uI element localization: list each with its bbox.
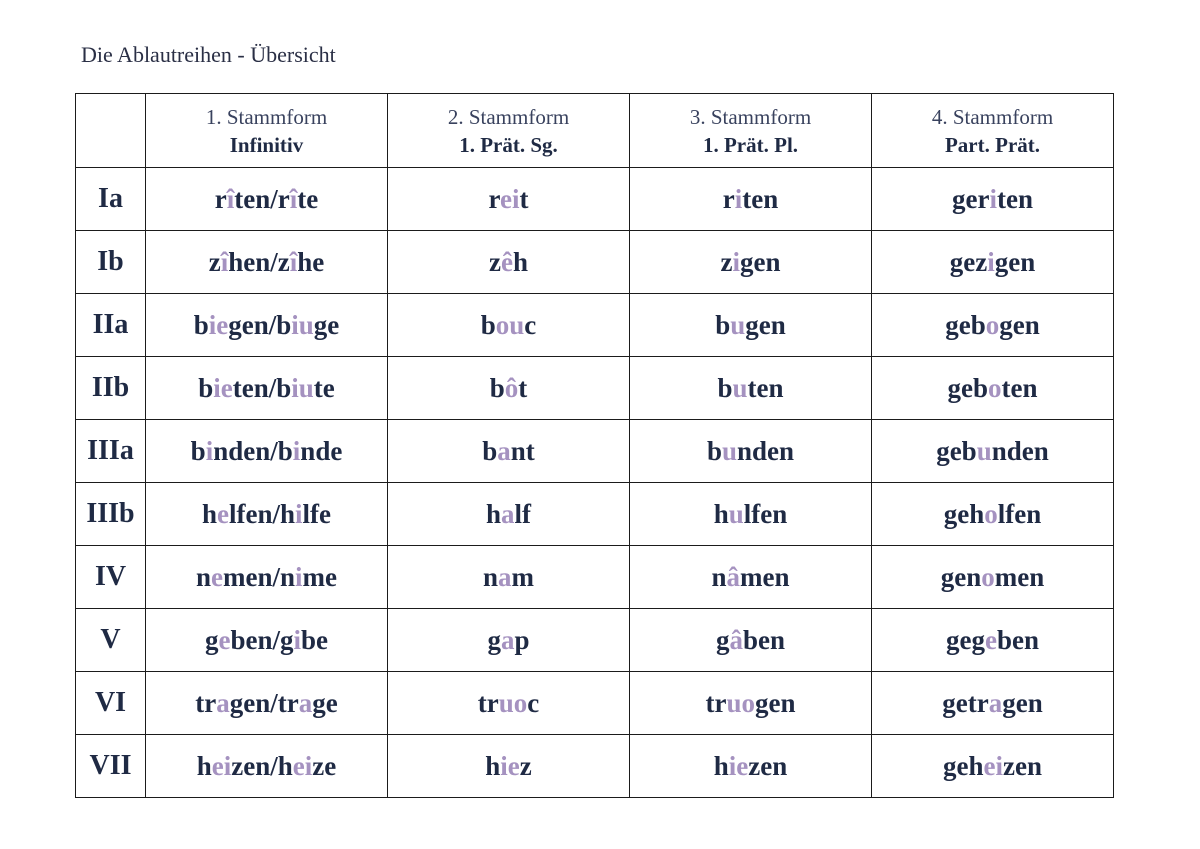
ablaut-vowel: o — [985, 309, 1000, 340]
verb-form — [714, 751, 788, 781]
form-segment: geh — [943, 498, 985, 529]
form-segment: ben/g — [230, 624, 294, 655]
form-segment: zen/h — [231, 750, 293, 781]
ablaut-vowel: a — [497, 435, 511, 466]
form-cell — [388, 420, 630, 483]
table-row — [76, 672, 1114, 735]
form-cell — [146, 294, 388, 357]
form-segment: ger — [952, 183, 990, 214]
form-segment: lfe — [302, 498, 332, 529]
series-label-cell — [76, 735, 146, 798]
table-row — [76, 735, 1114, 798]
verb-form — [196, 562, 337, 592]
form-cell — [388, 609, 630, 672]
verb-form — [946, 625, 1039, 655]
form-cell — [630, 357, 872, 420]
form-segment: lf — [514, 498, 532, 529]
ablaut-vowel: i — [989, 183, 997, 214]
form-segment: tr — [705, 687, 727, 718]
ablaut-vowel: a — [216, 687, 230, 718]
verb-form — [707, 436, 794, 466]
form-segment: be — [301, 624, 329, 655]
verb-form — [705, 688, 795, 718]
series-label: VI — [94, 687, 127, 718]
verb-form — [215, 184, 318, 214]
verb-form — [195, 688, 337, 718]
verb-form — [482, 436, 535, 466]
form-segment: gen — [1002, 687, 1043, 718]
form-segment: gen — [745, 309, 786, 340]
form-cell — [630, 609, 872, 672]
form-cell — [872, 609, 1114, 672]
form-segment: geb — [947, 372, 988, 403]
form-cell — [872, 546, 1114, 609]
ablaut-vowel: u — [721, 435, 737, 466]
ablaut-vowel: uo — [726, 687, 755, 718]
form-segment: h — [713, 498, 729, 529]
form-segment: c — [527, 687, 540, 718]
ablaut-vowel: iu — [291, 372, 314, 403]
form-segment: m — [511, 561, 535, 592]
form-segment: ben — [742, 624, 786, 655]
form-segment: gen — [994, 246, 1036, 277]
form-cell — [630, 672, 872, 735]
form-segment: b — [190, 435, 206, 466]
verb-form — [194, 310, 340, 340]
verb-form — [941, 562, 1045, 592]
form-cell — [146, 735, 388, 798]
form-cell — [872, 483, 1114, 546]
form-segment: t — [519, 183, 529, 214]
table-row — [76, 609, 1114, 672]
form-cell — [146, 609, 388, 672]
verb-form — [944, 499, 1042, 529]
form-segment: ge — [312, 687, 338, 718]
form-segment: b — [482, 435, 498, 466]
series-label: IIIb — [86, 498, 135, 529]
form-segment: t — [518, 372, 528, 403]
series-label: IV — [94, 561, 127, 592]
form-segment: me — [302, 561, 338, 592]
form-segment: p — [514, 624, 530, 655]
ablaut-vowel: a — [298, 687, 313, 718]
verb-form — [490, 373, 528, 403]
ablaut-vowel: i — [293, 624, 302, 655]
ablaut-vowel: ei — [983, 750, 1003, 781]
form-segment: z — [208, 246, 221, 277]
verb-form — [721, 247, 781, 277]
form-cell — [872, 168, 1114, 231]
form-segment: z — [489, 246, 501, 277]
form-segment: gen — [755, 687, 796, 718]
ablaut-vowel: o — [984, 498, 998, 529]
series-label: V — [100, 624, 121, 655]
form-segment: nden — [991, 435, 1049, 466]
ablaut-vowel: u — [976, 435, 992, 466]
form-cell — [630, 735, 872, 798]
form-cell — [630, 546, 872, 609]
ablaut-vowel: ie — [208, 309, 229, 340]
form-segment: ten — [747, 372, 784, 403]
form-segment: z — [519, 750, 532, 781]
ablaut-vowel: e — [217, 498, 229, 529]
form-cell — [872, 294, 1114, 357]
form-segment: ten — [1001, 372, 1038, 403]
form-segment: n — [482, 561, 499, 592]
ablaut-vowel: i — [987, 246, 995, 277]
ablaut-vowel: ie — [728, 750, 749, 781]
verb-form — [202, 499, 331, 529]
table-row — [76, 294, 1114, 357]
ablaut-vowel: o — [981, 561, 995, 592]
table-row — [76, 483, 1114, 546]
series-label: IIb — [91, 372, 130, 403]
form-segment: h — [485, 750, 501, 781]
ablaut-vowel: ei — [211, 750, 232, 781]
form-segment: men — [994, 561, 1045, 592]
form-segment: nden/b — [213, 435, 293, 466]
series-label-cell — [76, 357, 146, 420]
verb-form — [711, 562, 789, 592]
form-segment: b — [706, 435, 722, 466]
form-segment: g — [204, 624, 219, 655]
table-row — [76, 546, 1114, 609]
form-segment: zen — [748, 750, 788, 781]
series-label-cell — [76, 231, 146, 294]
form-cell — [146, 546, 388, 609]
form-cell — [388, 735, 630, 798]
form-cell — [872, 735, 1114, 798]
form-segment: nden — [737, 435, 795, 466]
form-cell — [388, 546, 630, 609]
header-stammform: 1. Stammform — [205, 104, 328, 129]
ablaut-vowel: ie — [500, 750, 520, 781]
ablaut-vowel: u — [730, 309, 746, 340]
form-segment: r — [214, 183, 227, 214]
header-cell — [872, 94, 1114, 168]
series-label: VII — [89, 750, 132, 781]
form-segment: gen/tr — [229, 687, 299, 718]
form-cell — [146, 420, 388, 483]
verb-form — [485, 751, 532, 781]
header-corner-cell — [76, 94, 146, 168]
ablaut-vowel: î — [226, 183, 235, 214]
series-label-cell — [76, 294, 146, 357]
verb-form — [205, 625, 328, 655]
form-segment: h — [485, 498, 502, 529]
form-cell — [872, 420, 1114, 483]
form-cell — [388, 357, 630, 420]
verb-form — [942, 688, 1042, 718]
form-segment: b — [480, 309, 496, 340]
form-cell — [630, 483, 872, 546]
header-form-type: Infinitiv — [229, 132, 304, 157]
form-cell — [146, 483, 388, 546]
form-segment: h — [713, 750, 729, 781]
header-form-type: 1. Prät. Pl. — [702, 132, 799, 157]
ablaut-vowel: e — [984, 624, 997, 655]
form-segment: ten/r — [234, 183, 290, 214]
form-cell — [146, 168, 388, 231]
ablaut-vowel: a — [988, 687, 1003, 718]
ablaut-vowel: e — [218, 624, 231, 655]
verb-form — [716, 625, 785, 655]
table-row — [76, 420, 1114, 483]
header-row — [76, 94, 1114, 168]
form-segment: h — [512, 246, 528, 277]
verb-form — [489, 184, 529, 214]
form-cell — [388, 483, 630, 546]
verb-form — [945, 310, 1040, 340]
series-label: Ia — [98, 183, 123, 214]
form-segment: r — [722, 183, 735, 214]
form-segment: zen — [1003, 750, 1042, 781]
header-form-type: 1. Prät. Sg. — [459, 132, 558, 157]
verb-form — [481, 310, 537, 340]
verb-form — [483, 562, 534, 592]
ablaut-vowel: uo — [498, 687, 528, 718]
form-segment: ze — [312, 750, 337, 781]
verb-form — [489, 247, 528, 277]
series-label: IIa — [92, 309, 129, 340]
verb-form — [198, 373, 335, 403]
series-label-cell — [76, 672, 146, 735]
table-row — [76, 168, 1114, 231]
form-segment: ten — [996, 183, 1033, 214]
ablaut-vowel: i — [295, 498, 303, 529]
ablaut-table — [75, 93, 1114, 798]
form-segment: r — [488, 183, 500, 214]
ablaut-vowel: ei — [500, 183, 520, 214]
form-segment: b — [717, 372, 733, 403]
form-segment: n — [195, 561, 212, 592]
form-segment: n — [711, 561, 727, 592]
ablaut-vowel: i — [295, 561, 303, 592]
ablaut-vowel: ê — [500, 246, 513, 277]
form-cell — [872, 231, 1114, 294]
header-stammform: 2. Stammform — [447, 104, 570, 129]
verb-form — [209, 247, 325, 277]
ablaut-vowel: î — [289, 246, 298, 277]
form-segment: nde — [300, 435, 343, 466]
form-segment: lfen — [997, 498, 1042, 529]
form-segment: nt — [510, 435, 535, 466]
verb-form — [487, 625, 529, 655]
series-label: IIIa — [87, 435, 134, 466]
verb-form — [723, 184, 779, 214]
document-title: Die Ablautreihen - Übersicht — [81, 42, 336, 67]
form-segment: gen — [940, 561, 982, 592]
form-segment: g — [487, 624, 501, 655]
ablaut-vowel: a — [498, 561, 512, 592]
verb-form — [714, 499, 788, 529]
series-label-cell — [76, 420, 146, 483]
form-segment: tr — [477, 687, 499, 718]
ablaut-vowel: i — [732, 246, 740, 277]
form-segment: b — [198, 372, 214, 403]
ablaut-vowel: u — [732, 372, 748, 403]
form-cell — [630, 420, 872, 483]
form-cell — [388, 231, 630, 294]
form-segment: ten — [742, 183, 779, 214]
form-segment: b — [489, 372, 505, 403]
form-segment: te — [297, 183, 319, 214]
form-segment: te — [313, 372, 335, 403]
header-stammform: 3. Stammform — [689, 104, 812, 129]
series-label-cell — [76, 609, 146, 672]
verb-form — [950, 247, 1035, 277]
form-segment: gen — [999, 309, 1040, 340]
header-form-type: Part. Prät. — [944, 132, 1041, 157]
form-cell — [872, 357, 1114, 420]
series-label-cell — [76, 168, 146, 231]
form-segment: b — [193, 309, 209, 340]
form-cell — [146, 672, 388, 735]
form-segment: ben — [996, 624, 1039, 655]
form-segment: geg — [946, 624, 985, 655]
form-segment: gen/b — [228, 309, 292, 340]
header-stammform: 4. Stammform — [931, 104, 1054, 129]
ablaut-vowel: o — [988, 372, 1002, 403]
header-cell — [388, 94, 630, 168]
form-segment: lfen — [743, 498, 788, 529]
form-segment: tr — [195, 687, 217, 718]
ablaut-vowel: â — [729, 624, 743, 655]
form-segment: he — [297, 246, 325, 277]
form-segment: g — [715, 624, 730, 655]
verb-form — [952, 184, 1033, 214]
series-label-cell — [76, 546, 146, 609]
verb-form — [717, 373, 783, 403]
form-segment: h — [201, 498, 218, 529]
form-cell — [630, 168, 872, 231]
verb-form — [478, 688, 540, 718]
form-segment: men — [740, 561, 790, 592]
form-segment: hen/z — [228, 246, 290, 277]
form-segment: gen — [740, 246, 781, 277]
ablaut-vowel: e — [211, 561, 223, 592]
form-segment: men/n — [223, 561, 296, 592]
ablaut-vowel: i — [734, 183, 743, 214]
form-cell — [388, 168, 630, 231]
ablaut-vowel: u — [728, 498, 744, 529]
verb-form — [197, 751, 337, 781]
form-segment: b — [715, 309, 731, 340]
table-row — [76, 231, 1114, 294]
form-segment: c — [524, 309, 537, 340]
verb-form — [191, 436, 343, 466]
verb-form — [936, 436, 1049, 466]
verb-form — [948, 373, 1038, 403]
form-cell — [630, 294, 872, 357]
form-segment: geb — [945, 309, 986, 340]
verb-form — [715, 310, 786, 340]
ablaut-vowel: ô — [504, 372, 519, 403]
ablaut-vowel: a — [501, 498, 515, 529]
form-cell — [872, 672, 1114, 735]
ablaut-vowel: a — [500, 624, 515, 655]
form-cell — [146, 231, 388, 294]
ablaut-vowel: ou — [495, 309, 525, 340]
form-segment: ten/b — [232, 372, 292, 403]
form-segment: gez — [949, 246, 988, 277]
header-cell — [630, 94, 872, 168]
verb-form — [486, 499, 531, 529]
ablaut-vowel: î — [289, 183, 298, 214]
ablaut-vowel: i — [292, 435, 301, 466]
table-row — [76, 357, 1114, 420]
ablaut-vowel: ie — [213, 372, 233, 403]
series-label-cell — [76, 483, 146, 546]
form-segment: z — [720, 246, 733, 277]
ablaut-vowel: ei — [292, 750, 313, 781]
header-cell — [146, 94, 388, 168]
form-segment: lfen/h — [229, 498, 296, 529]
series-label: Ib — [97, 246, 124, 277]
form-segment: h — [196, 750, 212, 781]
verb-form — [943, 751, 1042, 781]
form-cell — [388, 672, 630, 735]
ablaut-vowel: iu — [291, 309, 314, 340]
form-segment: geb — [936, 435, 977, 466]
form-cell — [146, 357, 388, 420]
form-segment: getr — [942, 687, 989, 718]
ablaut-vowel: â — [726, 561, 741, 592]
form-cell — [388, 294, 630, 357]
form-segment: ge — [313, 309, 340, 340]
ablaut-vowel: î — [220, 246, 229, 277]
form-cell — [630, 231, 872, 294]
ablaut-vowel: i — [205, 435, 214, 466]
form-segment: geh — [943, 750, 984, 781]
